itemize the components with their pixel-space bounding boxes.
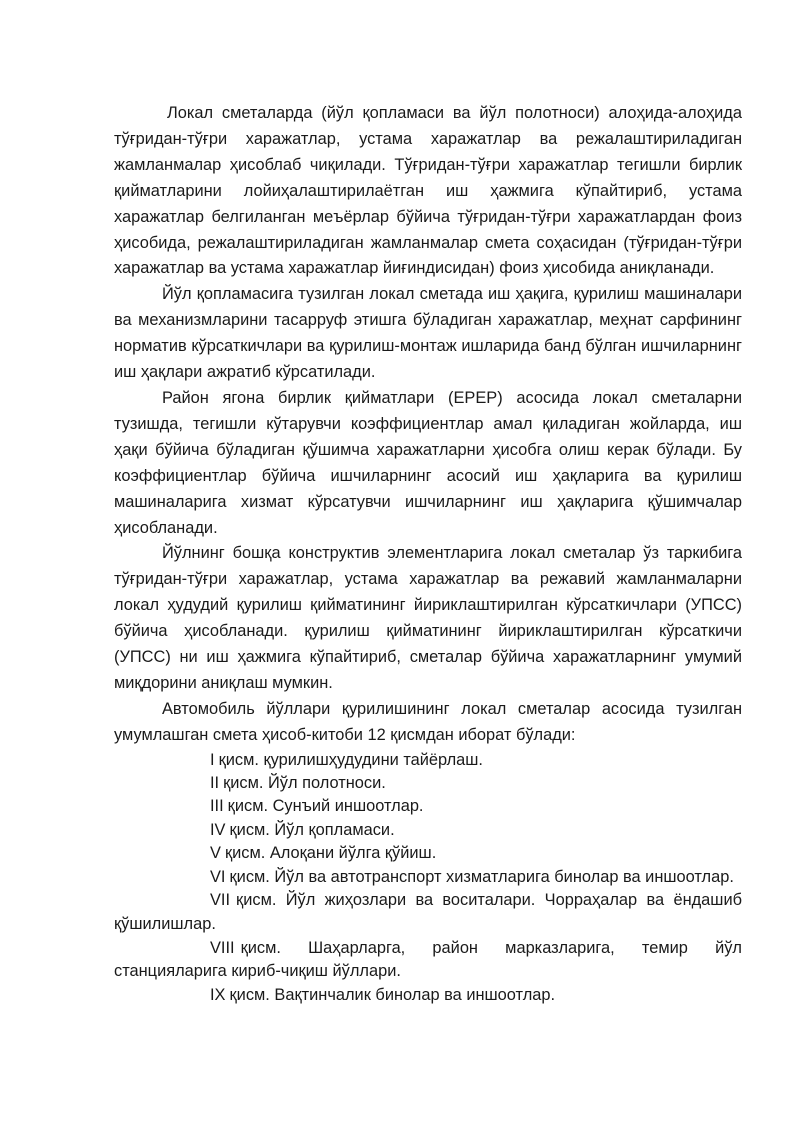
list-item — [114, 842, 742, 865]
part-number: VIII — [210, 938, 235, 957]
part-number: V — [210, 844, 221, 863]
list-item — [114, 795, 742, 818]
part-text: қисм. Шаҳарларга, район марказларига, темир йўл станцияларига кириб-чиқиш йўллари. — [114, 938, 742, 981]
list-item — [114, 749, 742, 772]
paragraph-structural-elements: Йўлнинг бошқа конструктив элементларига локал сметалар ўз таркибига тўғридан-тўғри харажатлар, устама харажатлар ва режавий жамланмаларни локал ҳудудий қурилиш қийматининг йириклаштирилган кўрсаткичлари (УПСС) бўйича ҳисобланади. қурилиш қийматининг йириклаштирилган кўрсаткичи (УПСС) ни иш ҳажмига кўпайтириб, сметалар бўйича харажатларнинг умумий миқдорини аниқлаш мумкин. — [114, 544, 742, 692]
paragraph-road-surface-estimate: Йўл қопламасига тузилган локал сметада иш ҳақига, қурилиш машиналари ва механизмларини тасарруф этишга бўладиган харажатлар, меҳнат сарфининг норматив кўрсаткичлари ва қурилиш-монтаж ишларида банд бўлган ишчиларнинг иш ҳақлари ажратиб кўрсатилади. — [114, 285, 742, 382]
part-text: қисм. Йўл полотноси. — [223, 774, 386, 793]
list-item — [114, 819, 742, 842]
paragraph-unit-prices-erer: Район ягона бирлик қийматлари (ЕРЕР) асосида локал сметаларни тузишда, тегишли кўтарувчи коэффициентлар амал қиладиган жойларда, иш ҳақи бўйича бўладиган қўшимча харажатларни ҳисобга олиш керак бўлади. Бу коэффициентлар бўйича ишчиларнинг асосий иш ҳақларига ва қурилиш машиналарига хизмат кўрсатувчи ишчиларнинг иш ҳақларига қўшимчалар ҳисобланади. — [114, 388, 742, 537]
list-item — [114, 984, 742, 1007]
part-number: II — [210, 774, 220, 793]
part-number: VII — [210, 891, 231, 910]
part-text: қисм. қурилишҳудудини тайёрлаш. — [218, 750, 483, 769]
estimate-parts-list — [114, 749, 742, 1007]
part-text: қисм. Йўл ва автотранспорт хизматларига бинолар ва иншоотлар. — [229, 867, 734, 886]
list-item — [114, 866, 742, 889]
part-text: қисм. Йўл қопламаси. — [229, 820, 395, 839]
part-number: IX — [210, 985, 226, 1004]
list-item — [114, 889, 742, 936]
list-item — [114, 937, 742, 984]
part-text: қисм. Алоқани йўлга қўйиш. — [224, 844, 437, 863]
part-text: қисм. Сунъий иншоотлар. — [227, 797, 424, 816]
part-number: I — [210, 750, 215, 769]
part-text: қисм. Вақтинчалик бинолар ва иншоотлар. — [229, 985, 556, 1004]
part-text: қисм. Йўл жиҳозлари ва воситалари. Чорраҳалар ва ёндашиб қўшилишлар. — [114, 891, 742, 933]
document-body — [114, 101, 742, 1007]
part-number: VI — [210, 867, 226, 886]
part-number: IV — [210, 820, 226, 839]
paragraph-local-estimates: Локал сметаларда (йўл қопламаси ва йўл полотноси) алоҳида-алоҳида тўғридан-тўғри харажатлар, устама харажатлар ва режалаштириладиган жамланмалар ҳисоблаб чиқилади. Тўғридан-тўғри харажатлар тегишли бирлик қийматларини лойиҳалаштирилаётган иш ҳажмига кўпайтириб, устама харажатлар белгиланган меъёрлар бўйича тўғридан-тўғри харажатлардан фоиз ҳисобида, режалаштириладиган жамланмалар смета соҳасидан (тўғридан-тўғри харажатлар ва устама харажатлар йиғиндисидан) фоиз ҳисобида аниқланади. — [114, 104, 742, 278]
list-item — [114, 772, 742, 795]
part-number: III — [210, 797, 224, 816]
paragraph-summary-estimate: Автомобиль йўллари қурилишининг локал сметалар асосида тузилган умумлашган смета ҳисоб-китоби 12 қисмдан иборат бўлади: — [114, 699, 742, 744]
